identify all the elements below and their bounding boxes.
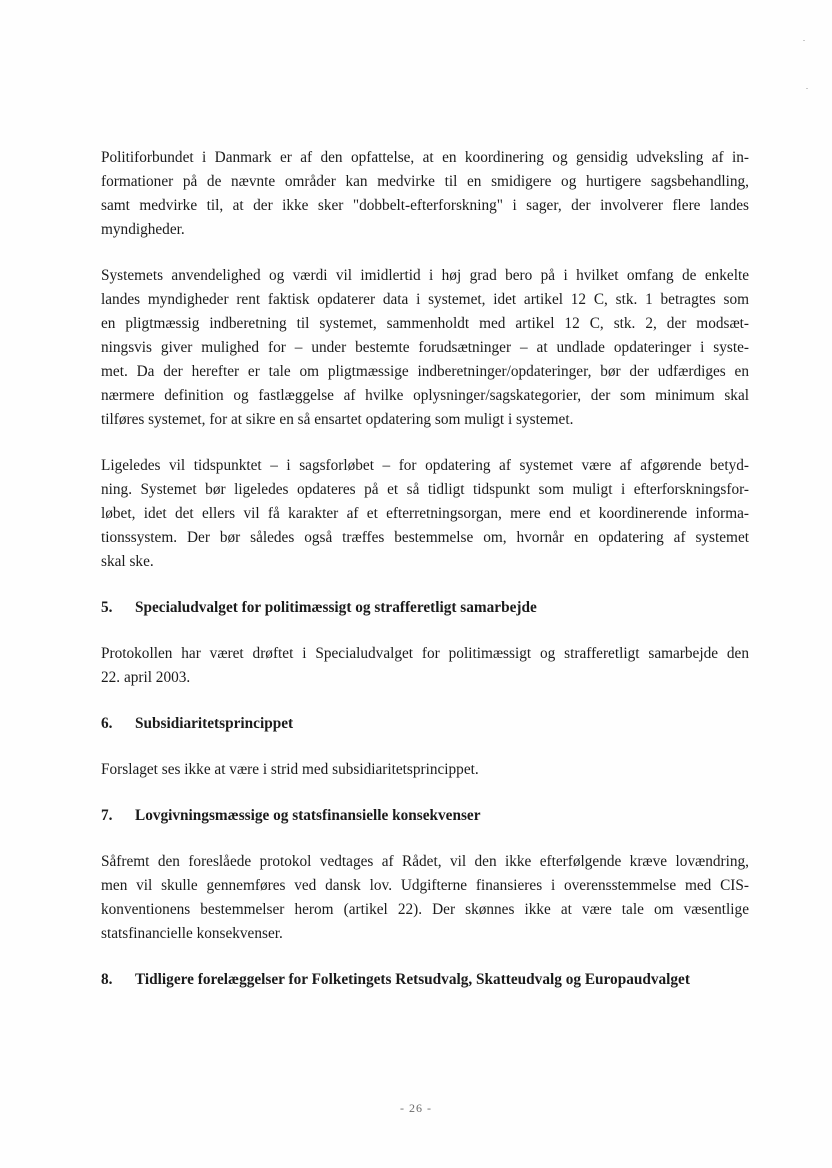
paragraph-system-usefulness [101,264,749,432]
section-title: Subsidiaritetsprincippet [135,715,294,732]
text-line: Såfremt den foreslåede protokol vedtages af Rådet, vil den ikke efterfølgende kræve lovændring, [101,853,749,870]
section-heading-8 [101,968,749,992]
section-heading-6 [101,712,749,736]
text-line: Protokollen har været drøftet i Specialudvalget for politimæssigt og strafferetligt samarbejde den [101,645,749,662]
section-number: 8. [101,971,113,988]
text-line: Politiforbundet i Danmark er af den opfattelse, at en koordinering og gensidig udveksling af in- [101,149,749,166]
paragraph-legislative-consequences [101,850,749,946]
text-line: men vil skulle gennemføres ved dansk lov. Udgifterne finansieres i overensstemmelse med CIS- [101,877,749,894]
text-line: konventionens bestemmelser herom (artikel 22). Der skønnes ikke at være tale om væsentlige [101,901,749,918]
text-line: Forslaget ses ikke at være i strid med subsidiaritetsprincippet. [101,761,479,778]
section-title: Tidligere forelæggelser for Folketingets Retsudvalg, Skatteudvalg og Europaudvalget [135,971,690,988]
section-number: 6. [101,715,113,732]
section-number: 5. [101,599,113,616]
document-body [101,146,749,1014]
scan-speck [803,40,805,41]
text-line: ning. Systemet bør ligeledes opdateres på et så tidligt tidspunkt som muligt i efterforskningsfor- [101,481,749,498]
text-line: skal ske. [101,553,154,570]
section-title: Specialudvalget for politimæssigt og strafferetligt samarbejde [135,599,537,616]
section-heading-7 [101,804,749,828]
text-line: tilføres systemet, for at sikre en så ensartet opdatering som muligt i systemet. [101,411,574,428]
text-line: statsfinancielle konsekvenser. [101,925,283,942]
scan-speck [806,88,808,89]
text-line: 22. april 2003. [101,669,191,686]
section-title: Lovgivningsmæssige og statsfinansielle konsekvenser [135,807,481,824]
paragraph-protocol-discussed [101,642,749,690]
paragraph-timing [101,454,749,574]
text-line: samt medvirke til, at der ikke sker "dobbelt-efterforskning" i sager, der involverer flere landes [101,197,749,214]
page-number: - 26 - [400,1101,432,1115]
text-line: tionssystem. Der bør således også træffes bestemmelse om, hvornår en opdatering af systemet [101,529,749,546]
text-line: Systemets anvendelighed og værdi vil imidlertid i høj grad bero på i hvilket omfang de enkelte [101,267,749,284]
text-line: ningsvis giver mulighed for – under bestemte forudsætninger – at undlade opdateringer i syste- [101,339,749,356]
section-heading-5 [101,596,749,620]
text-line: Ligeledes vil tidspunktet – i sagsforløbet – for opdatering af systemet være af afgørende betyd- [101,457,749,474]
text-line: en pligtmæssig indberetning til systemet, sammenholdt med artikel 12 C, stk. 2, der modsæt- [101,315,749,332]
text-line: met. Da der herefter er tale om pligtmæssige indberetninger/opdateringer, bør der udfærdiges en [101,363,749,380]
paragraph-subsidiarity [101,758,749,782]
text-line: myndigheder. [101,221,185,238]
text-line: landes myndigheder rent faktisk opdaterer data i systemet, idet artikel 12 C, stk. 1 betragtes som [101,291,749,308]
section-number: 7. [101,807,113,824]
paragraph-coordination [101,146,749,242]
text-line: løbet, idet det ellers vil få karakter af et efterretningsorgan, mere end et koordinerende informa- [101,505,749,522]
text-line: formationer på de nævnte områder kan medvirke til en smidigere og hurtigere sagsbehandling, [101,173,749,190]
text-line: nærmere definition og fastlæggelse af hvilke oplysninger/sagskategorier, der som minimum skal [101,387,749,404]
